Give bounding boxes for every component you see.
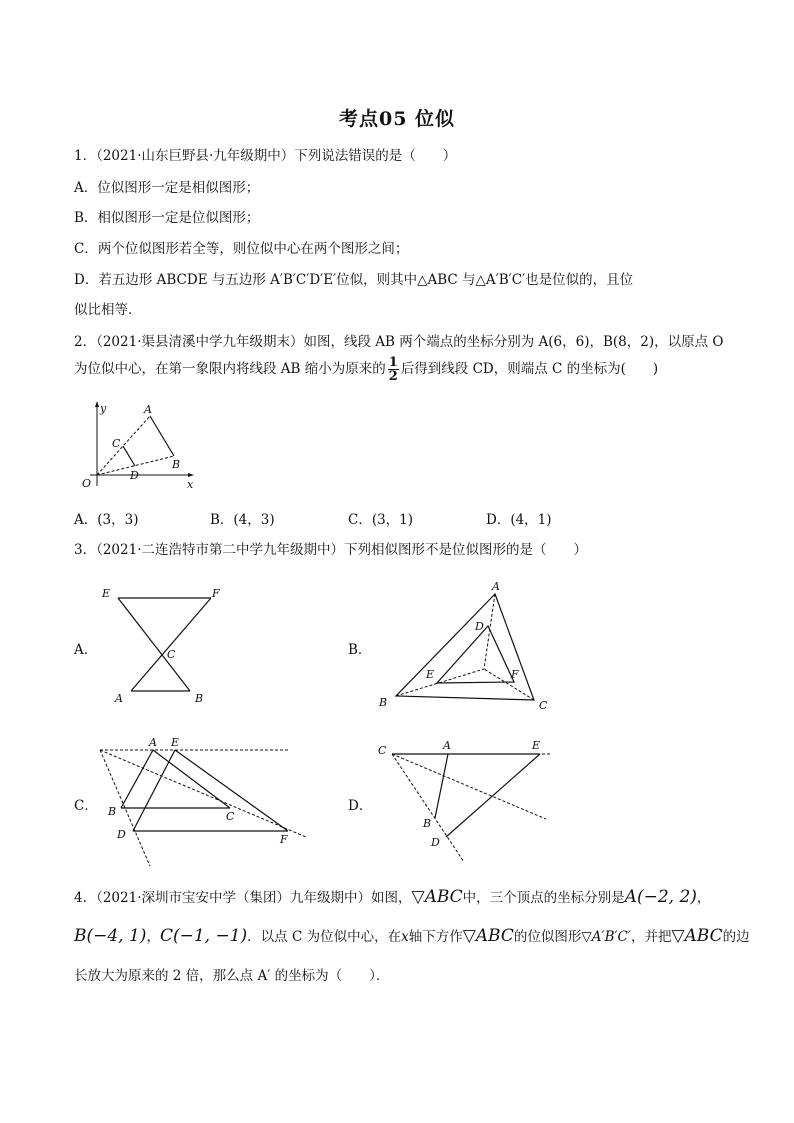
q2-frac-den: 2 [388, 369, 398, 384]
q2-line1: 2．（2021·渠县清溪中学九年级期末）如图，线段 AB 两个端点的坐标分别为 A(6，6)，B(8，2)，以原点 O [74, 334, 724, 350]
q4-line2-mid4: ，并把 [630, 929, 672, 945]
q4-line3: 长放大为原来的 2 倍，那么点 A′ 的坐标为（ ）． [74, 968, 390, 984]
q3b-f-label: F [511, 668, 519, 681]
q3c-e-label: E [171, 736, 180, 749]
q2-fig-y-label: y [100, 402, 107, 415]
q3d-b-label: B [423, 817, 432, 830]
q4-point-c: C(−1, −1) [159, 926, 248, 946]
q3a-e-label: E [102, 587, 111, 600]
q3c-f-label: F [280, 833, 288, 846]
q3a-c-label: C [167, 648, 176, 661]
q3d-c-label: C [378, 744, 387, 757]
q1-stem: 1．（2021·山东巨野县·九年级期中）下列说法错误的是（ ） [74, 148, 457, 164]
q3-option-b-letter: B． [348, 642, 372, 658]
q2-option-c: C．(3，1) [348, 512, 414, 528]
q2-line2 [74, 356, 658, 383]
q4-sep: ， [146, 929, 160, 945]
q3c-a-label: A [149, 736, 157, 749]
q3d-d-label: D [431, 836, 440, 849]
q3b-a-label: A [492, 580, 500, 593]
page-title: 考点05 位似 [338, 108, 456, 130]
q2-option-d: D．(4，1) [486, 512, 552, 528]
q4-triangle-abc-prime: ▽A′B′C′ [581, 929, 631, 945]
q2-figure [70, 398, 205, 493]
q3-option-a-letter: A． [74, 642, 98, 658]
q1-option-d: D．若五边形 ABCDE 与五边形 A′B′C′D′E′位似，则其中△ABC 与△A′B′C′也是位似的，且位 [74, 272, 634, 288]
q3d-e-label: E [532, 739, 541, 752]
q2-frac-num: 1 [388, 355, 398, 370]
q1-option-c: C．两个位似图形若全等，则位似中心在两个图形之间； [74, 241, 409, 257]
q3-figure-c [98, 734, 313, 874]
q4-point-b: B(−4, 1) [74, 926, 147, 946]
q2-fig-a-label: A [144, 403, 152, 416]
q4-point-a: A(−2, 2) [624, 887, 697, 907]
q3-figure-a [98, 580, 238, 710]
q3-option-c-letter: C． [74, 798, 98, 814]
q2-fig-b-label: B [172, 458, 181, 471]
q4-line2-end: 的边 [722, 929, 750, 945]
q3a-b-label: B [195, 692, 204, 705]
q3b-c-label: C [539, 699, 548, 712]
q3-figure-d [374, 734, 564, 864]
q3b-b-label: B [379, 696, 388, 709]
q4-x-axis: x [401, 929, 409, 945]
q2-fig-x-label: x [187, 478, 194, 491]
q2-option-a: A．(3，3) [74, 512, 139, 528]
q4-line1-comma: ， [696, 890, 711, 906]
q3c-c-label: C [226, 810, 235, 823]
q3b-d-label: D [475, 620, 484, 633]
q1-option-b: B．相似图形一定是位似图形； [74, 210, 260, 226]
q2-option-b: B．(4，3) [210, 512, 275, 528]
q3c-b-label: B [108, 805, 117, 818]
q2-fraction [388, 356, 399, 383]
q4-triangle-abc-1: ▽ABC [411, 887, 463, 907]
q1-option-a: A．位似图形一定是相似图形； [74, 180, 260, 196]
q2-line2-pre: 为位似中心，在第一象限内将线段 AB 缩小为原来的 [74, 361, 386, 377]
q1-option-d-cont: 似比相等． [74, 302, 142, 318]
q4-triangle-abc-3: ▽ABC [671, 926, 723, 946]
q2-line2-post: 后得到线段 CD，则端点 C 的坐标为( ) [400, 361, 659, 377]
q3a-a-label: A [115, 692, 123, 705]
q2-fig-o-label: O [82, 477, 92, 490]
q4-line2-mid2: 轴下方作 [408, 929, 463, 945]
q3d-a-label: A [443, 739, 451, 752]
q4-line1-pre: 4．（2021·深圳市宝安中学（集团）九年级期中）如图， [74, 890, 412, 906]
q3b-e-label: E [426, 668, 435, 681]
q4-line2-mid: ．以点 C 为位似中心，在 [247, 929, 402, 945]
q3-figure-b [374, 574, 564, 719]
q4-line1-mid: 中，三个顶点的坐标分别是 [462, 890, 625, 906]
q4-line2-mid3: 的位似图形 [513, 929, 582, 945]
q3c-d-label: D [117, 828, 126, 841]
q2-fig-d-label: D [130, 469, 139, 482]
q4-line2 [74, 925, 750, 946]
q2-fig-c-label: C [112, 437, 121, 450]
q3-option-d-letter: D． [348, 798, 373, 814]
q3a-f-label: F [212, 587, 220, 600]
q4-triangle-abc-2: ▽ABC [462, 926, 514, 946]
q3-stem: 3．（2021·二连浩特市第二中学九年级期中）下列相似图形不是位似图形的是（ ） [74, 542, 587, 558]
q4-line1 [74, 886, 710, 907]
